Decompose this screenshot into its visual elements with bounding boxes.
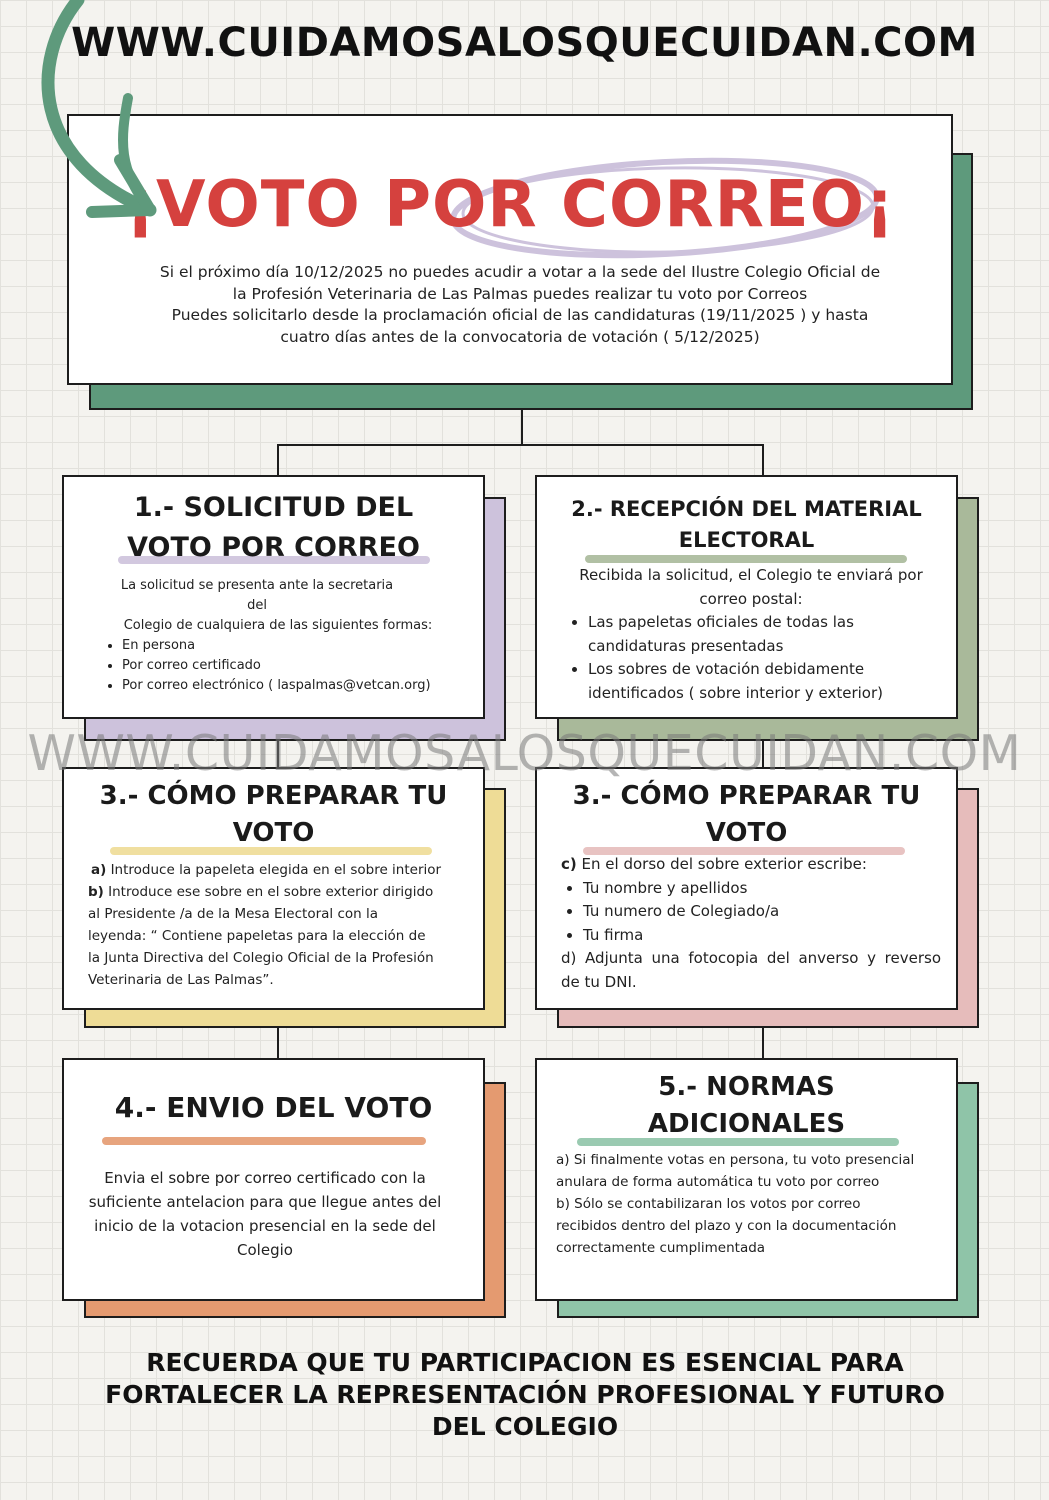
card-preparar-a-text [88,859,468,991]
card-solicitud-text [112,576,472,696]
card-preparar-b-text [561,853,941,994]
text-line [561,853,941,877]
card-envio-title: 4.- ENVIO DEL VOTO [114,1091,433,1124]
brush-underline [102,1137,426,1145]
text-line: al Presidente /a de la Mesa Electoral con la [88,906,379,922]
label-c: c) [561,855,577,873]
intro-text [120,262,920,348]
card-normas-text [556,1149,946,1259]
intro-line: Si el próximo día 10/12/2025 no puedes acudir a votar a la sede del Ilustre Colegio Oficial de [159,263,881,281]
list-item-text: candidaturas presentadas [588,636,784,655]
label-b: b) [88,884,104,900]
card-preparar-a-title [62,778,485,852]
title-line: 5.- NORMAS [658,1072,835,1102]
list-item: • Tu numero de Colegiado/a [583,900,941,924]
intro-line: la Profesión Veterinaria de Las Palmas puedes realizar tu voto por Correos [232,284,808,303]
text-line: suficiente antelacion para que llegue antes del [88,1193,442,1211]
material-list [566,611,936,705]
list-item-text: Las papeletas oficiales de todas las [588,613,854,631]
card-normas-title [535,1069,958,1143]
footer-message [60,1347,990,1443]
text-b: Introduce ese sobre en el sobre exterior dirigido [108,884,434,900]
list-item-text: Los sobres de votación debidamente [588,660,865,678]
method-list [100,636,472,696]
list-item: • En persona [122,636,472,656]
list-item [588,611,936,658]
text-line [88,881,468,903]
text-line: a) Si finalmente votas en persona, tu voto presencial [556,1152,915,1168]
list-item [588,658,936,705]
title-line: 3.- CÓMO PREPARAR TU [99,781,448,811]
connector-line [277,444,279,478]
card-recepcion-title [535,494,958,556]
label-a: a) [91,862,107,878]
text-line: Colegio [237,1241,293,1259]
text-line: b) Sólo se contabilizaran los votos por correo [556,1196,861,1212]
arrow-icon [0,0,200,240]
text-line [88,859,468,881]
list-item-text: identificados ( sobre interior y exterior) [588,683,883,702]
text-line: recibidos dentro del plazo y con la documentación [556,1218,897,1234]
list-item: • Tu nombre y apellidos [583,877,941,901]
intro-line: cuatro días antes de la convocatoria de votación ( 5/12/2025) [280,327,760,346]
text-line: inicio de la votacion presencial en la sede del [94,1217,436,1235]
card-envio-text [72,1166,458,1262]
watermark-text: WWW.CUIDAMOSALOSQUECUIDAN.COM [27,725,1022,782]
title-line: ELECTORAL [678,528,815,552]
text-line: correctamente cumplimentada [556,1240,766,1256]
text-line: Colegio de cualquiera de las siguientes formas: [123,618,433,633]
title-line: 1.- SOLICITUD DEL [133,492,414,523]
title-line: 3.- CÓMO PREPARAR TU [572,781,921,811]
title-line: ADICIONALES [647,1109,846,1139]
connector-line [277,444,764,446]
list-item: • Tu firma [583,924,941,948]
intro-line: Puedes solicitarlo desde la proclamación oficial de las candidaturas (19/11/2025 ) y hasta [171,306,869,324]
text-line: anulara de forma automática tu voto por correo [556,1174,880,1190]
text-line: La solicitud se presenta ante la secretaria del [120,578,394,613]
title-line: VOTO [705,818,788,848]
text-line: la Junta Directiva del Colegio Oficial de la Profesión [88,950,434,966]
text-line: d) Adjunta una fotocopia del anverso y reverso [561,949,941,967]
text-line: Recibida la solicitud, el Colegio te enviará por [579,566,923,584]
sign-list [561,877,941,948]
text-line: de tu DNI. [561,972,637,991]
title-line: VOTO [232,818,315,848]
title-line: VOTO POR CORREO [127,532,420,563]
text-line: leyenda: “ Contiene papeletas para la elección de [88,928,426,944]
brush-underline [585,555,907,563]
card-recepcion-text [566,564,936,705]
footer-line: FORTALECER LA REPRESENTACIÓN PROFESIONAL Y FUTURO [105,1380,945,1409]
text-c: En el dorso del sobre exterior escribe: [581,855,867,873]
text-line: correo postal: [699,589,803,608]
list-item: • Por correo certificado [122,656,472,676]
text-line: Envia el sobre por correo certificado con la [104,1169,426,1187]
footer-line: DEL COLEGIO [431,1412,619,1441]
list-item: • Por correo electrónico ( laspalmas@vetcan.org) [122,676,472,696]
connector-line [762,444,764,478]
text-line: Veterinaria de Las Palmas”. [88,972,274,988]
card-solicitud-title [62,488,485,568]
main-title: ¡VOTO POR CORREO¡ [125,168,896,242]
footer-line: RECUERDA QUE TU PARTICIPACION ES ESENCIAL PARA [146,1348,904,1377]
title-line: 2.- RECEPCIÓN DEL MATERIAL [571,497,922,521]
website-url[interactable]: WWW.CUIDAMOSALOSQUECUIDAN.COM [71,20,978,66]
text-a: Introduce la papeleta elegida en el sobre interior [110,862,442,878]
card-preparar-b-title [535,778,958,852]
